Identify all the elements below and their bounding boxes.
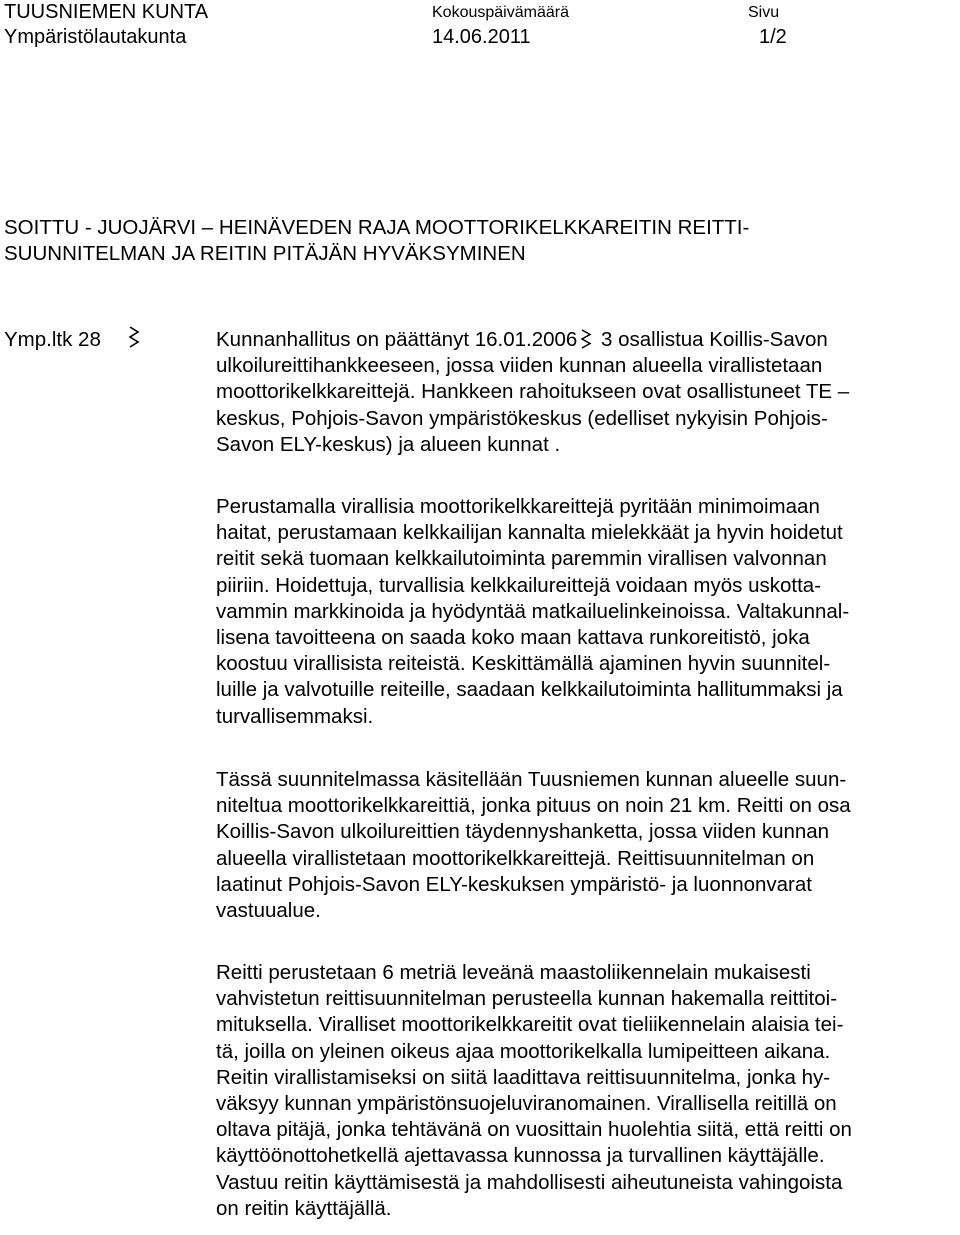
paragraph-line: laatinut Pohjois-Savon ELY-keskuksen ympäristö- ja luonnonvarat [216, 872, 812, 896]
paragraph-line: Savon ELY-keskus) ja alueen kunnat . [216, 432, 561, 456]
paragraph-line: lisena tavoitteena on saada koko maan kattava runkoreitistö, joka [216, 626, 810, 650]
paragraph-line: moottorikelkkareittejä. Hankkeen rahoitukseen ovat osallistuneet TE – [216, 380, 850, 404]
paragraph-line: vammin markkinoida ja hyödyntää matkailuelinkeinoissa. Valtakunnal- [216, 599, 850, 623]
paragraph-line: haitat, perustamaan kelkkailijan kannalta mielekkäät ja hyvin hoidetut [216, 521, 843, 545]
meeting-date: 14.06.2011 [432, 26, 531, 48]
page-label: Sivu [748, 4, 780, 21]
case-reference: Ymp.ltk 28 [4, 328, 101, 351]
paragraph-line: väksyy kunnan ympäristönsuojeluviranomainen. Virallisella reitillä on [216, 1092, 837, 1116]
paragraph-line: alueella virallistetaan moottorikelkkareittejä. Reittisuunnitelman on [216, 846, 815, 870]
paragraph-line: vastuualue. [216, 899, 321, 923]
paragraph-1 [216, 327, 960, 458]
paragraph-line: turvallisemmaksi. [216, 704, 374, 728]
municipality-name: TUUSNIEMEN KUNTA [4, 1, 209, 23]
paragraph-line: vahvistetun reittisuunnitelman perusteella kunnan hakemalla reittitoi- [216, 987, 838, 1011]
paragraph-1-date-text: Kunnanhallitus on päättänyt 16.01.2006 [216, 328, 578, 351]
paragraph-line: luille ja valvotuille reiteille, saadaan kelkkailutoiminta hallitummaksi ja [216, 678, 843, 702]
paragraph-line: tä, joilla on yleinen oikeus ajaa moottorikelkalla lumipeitteen aikana. [216, 1039, 831, 1063]
paragraph-line: Vastuu reitin käyttämisestä ja mahdollisesti aiheutuneista vahingoista [216, 1170, 843, 1194]
page-number: 1/2 [759, 26, 787, 48]
paragraph-line: mituksella. Viralliset moottorikelkkareitit ovat tieliikennelain alaisia tei- [216, 1013, 844, 1037]
paragraph-line: Reitti perustetaan 6 metriä leveänä maastoliikennelain mukaisesti [216, 961, 811, 984]
paragraph-line: Perustamalla virallisia moottorikelkkareittejä pyritään minimoimaan [216, 495, 820, 518]
paragraph-line: niteltua moottorikelkkareittiä, jonka pituus on noin 21 km. Reitti on osa [216, 794, 851, 818]
paragraph-line: on reitin käyttäjällä. [216, 1196, 392, 1220]
paragraph-2 [216, 494, 960, 730]
document-title-line-1: SOITTU - JUOJÄRVI – HEINÄVEDEN RAJA MOOTTORIKELKKAREITIN REITTI- [4, 216, 750, 239]
paragraph-line: Reitin virallistamiseksi on siitä laadittava reittisuunnitelma, jonka hy- [216, 1065, 831, 1089]
paragraph-3 [216, 767, 960, 924]
paragraph-line: Tässä suunnitelmassa käsitellään Tuusniemen kunnan alueelle suun- [216, 768, 847, 791]
paragraph-line: keskus, Pohjois-Savon ympäristökeskus (edelliset nykyisin Pohjois- [216, 406, 828, 430]
document-title-line-2: SUUNNITELMAN JA REITIN PITÄJÄN HYVÄKSYMINEN [4, 242, 526, 265]
paragraph-1-decision-text: 3 osallistua Koillis-Savon [595, 328, 828, 351]
paragraph-1-first-line [216, 327, 960, 353]
paragraph-line: koostuu virallisista reiteistä. Keskittämällä ajaminen hyvin suunnitel- [216, 652, 831, 676]
paragraph-line: Koillis-Savon ulkoilureittien täydennyshanketta, jossa viiden kunnan [216, 820, 830, 844]
paragraph-line: ulkoilureittihankkeeseen, jossa viiden kunnan alueella virallistetaan [216, 354, 823, 378]
section-mark-icon [126, 326, 142, 348]
paragraph-line: reitit sekä tuomaan kelkkailutoiminta paremmin virallisen valvonnan [216, 547, 827, 571]
paragraph-line: käyttöönottohetkellä ajettavassa kunnossa ja turvallinen käyttäjälle. [216, 1144, 825, 1168]
section-mark-icon [579, 329, 593, 349]
paragraph-line: oltava pitäjä, jonka tehtävänä on vuosittain huolehtia siitä, että reitti on [216, 1118, 852, 1142]
board-name: Ympäristölautakunta [4, 26, 187, 48]
paragraph-4 [216, 960, 960, 1222]
paragraph-line: piiriin. Hoidettuja, turvallisia kelkkailureittejä voidaan myös uskotta- [216, 573, 822, 597]
meeting-date-label: Kokouspäivämäärä [432, 4, 569, 21]
